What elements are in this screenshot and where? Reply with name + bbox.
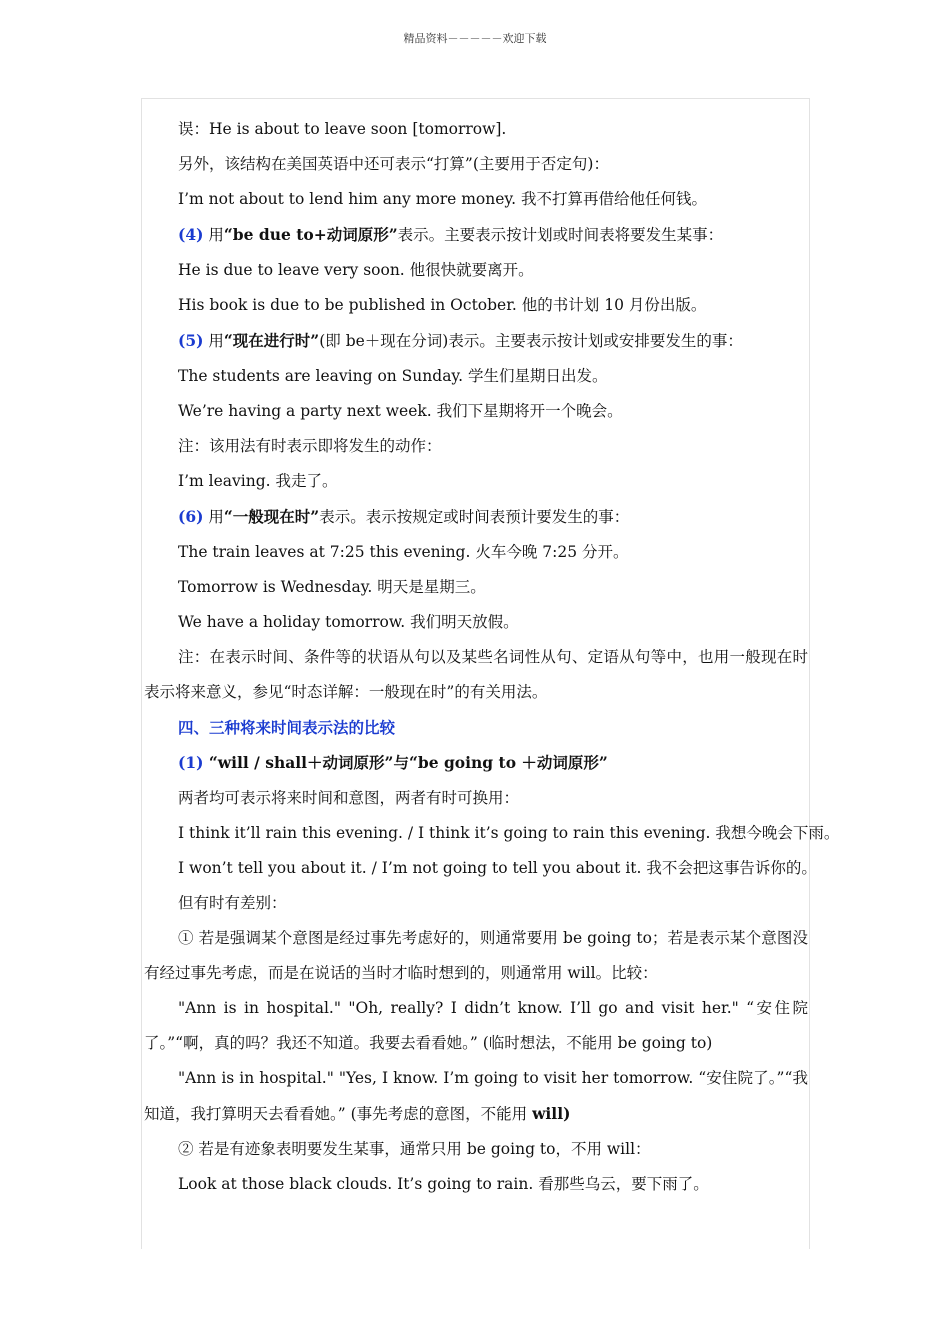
item-number: (1) [178,753,204,772]
text-line: We’re having a party next week. 我们下星期将开一个晚会。 [178,402,623,420]
heading-prefix: 用 [203,226,224,244]
item-number: (4) [178,225,204,244]
text-line: 误：He is about to leave soon [tomorrow]. [178,120,507,138]
heading-term: “be due to+动词原形” [223,225,398,244]
section-heading: 四、三种将来时间表示法的比较 [178,718,396,737]
text-line: His book is due to be published in October. 他的书计划 10 月份出版。 [178,296,707,314]
text-line: The students are leaving on Sunday. 学生们星期日出发。 [178,367,608,385]
text-line: The train leaves at 7:25 this evening. 火车今晚 7:25 分开。 [178,543,629,561]
text-line: 两者均可表示将来时间和意图，两者有时可换用： [178,789,520,807]
text-line: I won’t tell you about it. / I’m not going to tell you about it. 我不会把这事告诉你的。 [178,859,817,877]
numbered-heading [144,499,808,535]
numbered-heading [144,745,808,781]
heading-term: “现在进行时” [223,331,320,350]
text-line: I’m leaving. 我走了。 [178,472,338,490]
text-paragraph: ① 若是强调某个意图是经过事先考虑好的，则通常要用 be going to；若是表示某个意图没有经过事先考虑，而是在说话的当时才临时想到的，则通常用 will。比较： [144,929,808,982]
heading-text: (即 be＋现在分词)表示。主要表示按计划或安排要发生的事： [319,332,743,350]
text-paragraph: 注：在表示时间、条件等的状语从句以及某些名词性从句、定语从句等中，也用一般现在时表示将来意义，参见“时态详解：一般现在时”的有关用法。 [144,648,808,701]
text-line: 但有时有差别： [178,894,287,912]
text-paragraph [144,1061,808,1132]
heading-term: “一般现在时” [223,507,320,526]
heading-prefix: 用 [203,508,224,526]
numbered-heading [144,217,808,253]
text-line: He is due to leave very soon. 他很快就要离开。 [178,261,534,279]
text-line: Look at those black clouds. It’s going to rain. 看那些乌云，要下雨了。 [178,1175,709,1193]
paragraph-text: "Ann is in hospital." "Yes, I know. I’m going to visit her tomorrow. “安住院了。”“我知道，我打算明天去看看她。” (事先考虑的意图，不能用 [144,1069,808,1123]
text-line: I think it’ll rain this evening. / I think it’s going to rain this evening. 我想今晚会下雨。 [178,824,840,842]
page-header: 精品资料－－－－－欢迎下载 [403,32,547,45]
heading-text: 表示。主要表示按计划或时间表将要发生某事： [397,226,724,244]
bold-term: will) [532,1104,571,1123]
text-line: I’m not about to lend him any more money. 我不打算再借给他任何钱。 [178,190,707,208]
heading-prefix: 用 [203,332,224,350]
text-line: ② 若是有迹象表明要发生某事，通常只用 be going to，不用 will： [178,1140,651,1158]
numbered-heading [144,323,808,359]
heading-term: “will / shall＋动词原形”与“be going to ＋动词原形” [203,753,608,772]
text-line: We have a holiday tomorrow. 我们明天放假。 [178,613,519,631]
text-line: 另外，该结构在美国英语中还可表示“打算”(主要用于否定句)： [178,155,609,173]
document-body [144,112,840,1202]
text-line: Tomorrow is Wednesday. 明天是星期三。 [178,578,486,596]
text-line: 注：该用法有时表示即将发生的动作： [178,437,442,455]
heading-text: 表示。表示按规定或时间表预计要发生的事： [319,508,630,526]
item-number: (5) [178,331,204,350]
item-number: (6) [178,507,204,526]
text-paragraph: "Ann is in hospital." "Oh, really? I didn’t know. I’ll go and visit her." “安住院了。”“啊，真的吗？我还不知道。我要去看看她。” (临时想法，不能用 be going to) [144,999,808,1052]
